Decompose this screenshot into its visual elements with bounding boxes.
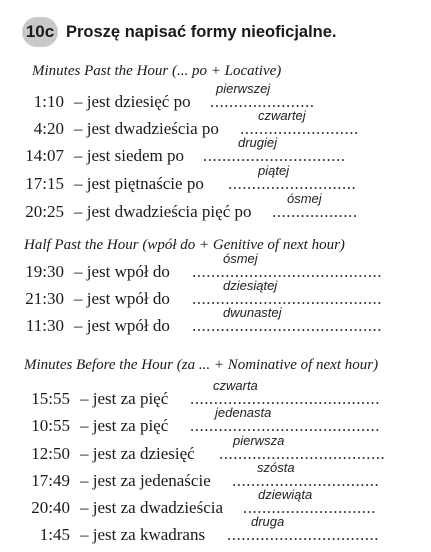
answer-line: ................................... (219, 444, 386, 463)
phrase-text: – jest za dziesięć (80, 444, 195, 463)
phrase-text: – jest za jedenaście (80, 471, 211, 490)
phrase-text: – jest wpół do (74, 289, 170, 308)
handwritten-answer: dziewiąta (258, 487, 313, 502)
handwritten-answer: czwarta (213, 378, 258, 393)
answer-line: ........................................ (190, 389, 380, 408)
time-label: 12:50 (31, 444, 70, 463)
time-label: 19:30 (25, 262, 64, 281)
time-label: 20:25 (25, 202, 64, 221)
answer-line: ............................... (232, 471, 380, 490)
phrase-text: – jest dwadzieścia pięć po (74, 202, 252, 221)
exercise-header (22, 17, 337, 47)
phrase-text: – jest za dwadzieścia (80, 498, 224, 517)
time-label: 4:20 (33, 119, 64, 138)
handwritten-answer: dziesiątej (223, 278, 278, 293)
answer-line: ............................ (243, 498, 376, 517)
time-label: 1:45 (39, 525, 70, 544)
phrase-text: – jest za pięć (80, 416, 169, 435)
answer-line: ...................... (210, 92, 315, 111)
handwritten-answer: piątej (258, 163, 290, 178)
handwritten-answer: ósmej (223, 251, 258, 266)
exercise-title: Proszę napisać formy nieoficjalne. (66, 22, 337, 41)
phrase-text: – jest za pięć (80, 389, 169, 408)
answer-line: ........................................ (190, 416, 380, 435)
time-label: 14:07 (25, 146, 64, 165)
handwritten-answer: jedenasta (215, 405, 272, 420)
handwritten-answer: pierwsza (233, 433, 285, 448)
handwritten-answer: druga (251, 514, 285, 529)
section-heading-before: Minutes Before the Hour (za ... + Nominative of next hour) (24, 357, 379, 373)
time-label: 20:40 (31, 498, 70, 517)
exercise-number-badge: 10c (22, 17, 58, 47)
time-label: 21:30 (25, 289, 64, 308)
time-label: 1:10 (33, 92, 64, 111)
handwritten-answer: czwartej (258, 108, 306, 123)
time-label: 17:49 (31, 471, 70, 490)
answer-line: ........................... (228, 174, 357, 193)
answer-line: ........................................ (192, 289, 382, 308)
phrase-text: – jest wpół do (74, 262, 170, 281)
answer-line: ......................... (240, 119, 359, 138)
handwritten-answer: ósmej (287, 191, 322, 206)
time-label: 10:55 (31, 416, 70, 435)
time-label: 15:55 (31, 389, 70, 408)
answer-line: ........................................ (192, 316, 382, 335)
handwritten-answer: drugiej (238, 135, 278, 150)
answer-line: .................. (272, 202, 358, 221)
handwritten-answer: dwunastej (223, 305, 282, 320)
phrase-text: – jest dwadzieścia po (74, 119, 219, 138)
time-label: 11:30 (25, 316, 64, 335)
section-heading-half-past: Half Past the Hour (wpół do + Genitive of next hour) (24, 237, 345, 253)
phrase-text: – jest siedem po (74, 146, 185, 165)
time-label: 17:15 (25, 174, 64, 193)
handwritten-answer: szósta (257, 460, 295, 475)
answer-line: .............................. (203, 146, 346, 165)
handwritten-answer: pierwszej (216, 81, 271, 96)
phrase-text: – jest piętnaście po (74, 174, 204, 193)
answer-line: ................................ (227, 525, 379, 544)
phrase-text: – jest za kwadrans (80, 525, 206, 544)
phrase-text: – jest dziesięć po (74, 92, 191, 111)
section-heading-past: Minutes Past the Hour (... po + Locative) (32, 63, 282, 79)
phrase-text: – jest wpół do (74, 316, 170, 335)
answer-line: ........................................ (192, 262, 382, 281)
